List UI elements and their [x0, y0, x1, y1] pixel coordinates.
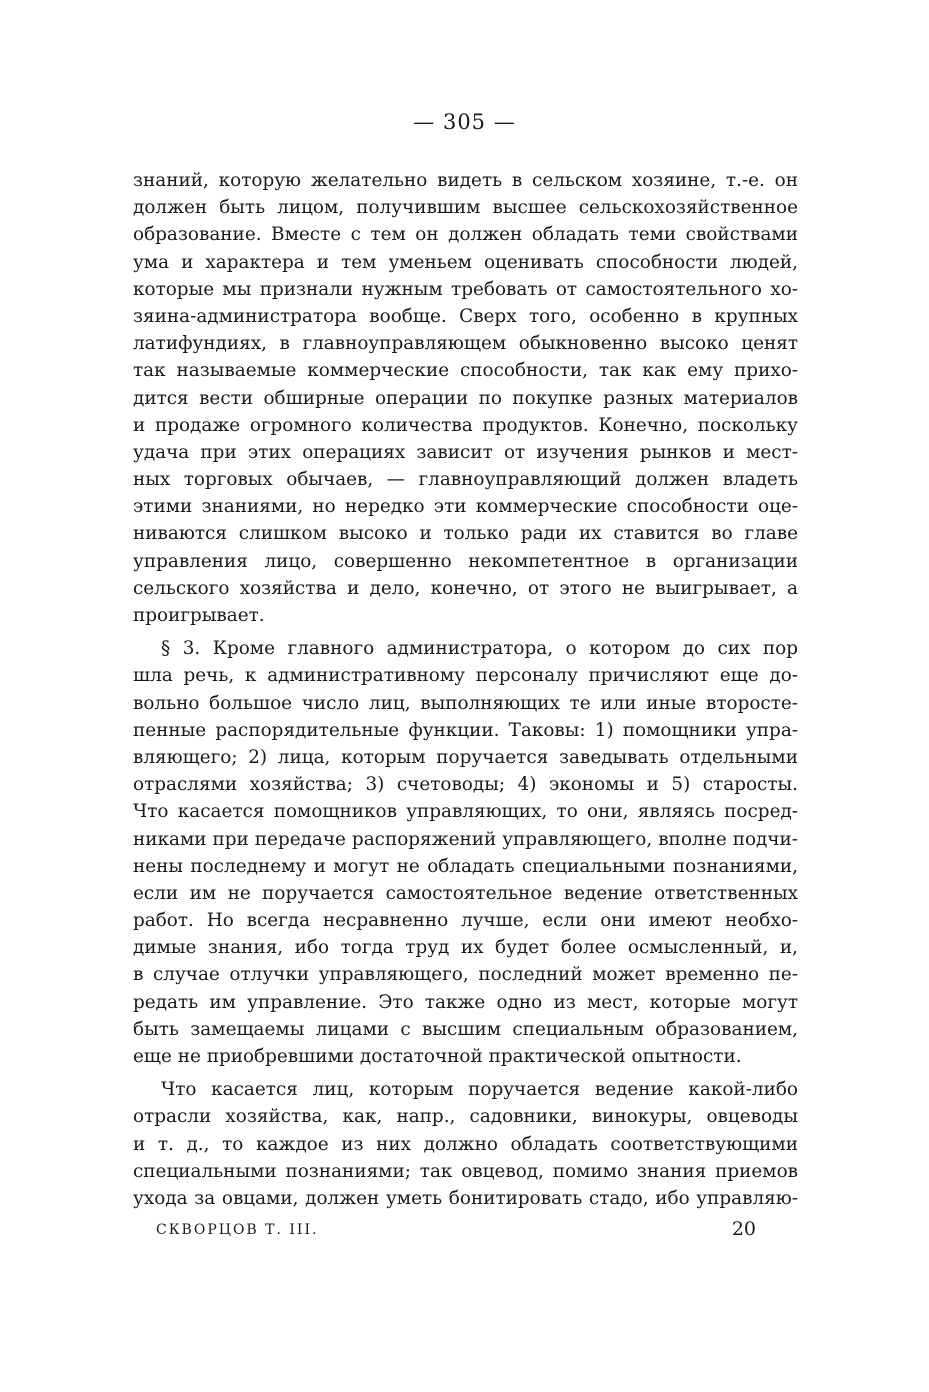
text-line: Что касается помощников управляющих, то они, являясь посред- — [133, 801, 798, 823]
text-line: дится вести обширные операции по покупке разных материалов — [133, 387, 798, 409]
text-line: так называемые коммерческие способности, так как ему прихо- — [133, 360, 798, 382]
text-line: пенные распорядительные функции. Таковы: 1) помощники упра- — [133, 719, 798, 741]
text-line: если им не поручается самостоятельное ведение ответственных — [133, 882, 798, 904]
sheet-number: 20 — [731, 1218, 756, 1240]
text-line: образование. Вместе с тем он должен обладать теми свойствами — [133, 224, 798, 246]
text-line: димые знания, ибо тогда труд их будет более осмысленный, и, — [133, 937, 798, 959]
paragraph-3 — [133, 1076, 798, 1212]
paragraph-2 — [133, 635, 798, 1070]
text-line: специальными познаниями; так овцевод, помимо знания приемов — [133, 1160, 798, 1182]
text-line: еще не приобревшими достаточной практической опытности. — [133, 1046, 742, 1067]
text-line: знаний, которую желательно видеть в сельском хозяине, т.-е. он — [133, 170, 798, 191]
text-line: ухода за овцами, должен уметь бонитировать стадо, ибо управляю- — [133, 1187, 798, 1209]
page-footer — [156, 1218, 756, 1246]
text-line: редать им управление. Это также одно из мест, которые могут — [133, 991, 798, 1013]
text-line: проигрывает. — [133, 605, 265, 626]
text-line: ниваются слишком высоко и только ради их ставится во главе — [133, 523, 798, 545]
text-line: должен быть лицом, получившим высшее сельскохозяйственное — [133, 197, 798, 219]
page-number: — 305 — — [413, 110, 516, 134]
text-line: нены последнему и могут не обладать специальными познаниями, — [133, 855, 798, 877]
text-line: работ. Но всегда несравненно лучше, если они имеют необхо- — [133, 910, 798, 932]
text-line: § 3. Кроме главного администратора, о котором до сих пор — [161, 638, 798, 660]
text-line: Что касается лиц, которым поручается ведение какой-либо — [161, 1079, 798, 1101]
text-line: никами при передаче распоряжений управляющего, вполне подчи- — [133, 828, 798, 850]
text-line: зяина-администратора вообще. Сверх того, особенно в крупных — [133, 305, 798, 327]
paragraph-1 — [133, 167, 798, 629]
text-line: и продаже огромного количества продуктов. Конечно, поскольку — [133, 414, 798, 436]
signature-mark: СКВОРЦОВ Т. III. — [156, 1222, 319, 1238]
text-line: вляющего; 2) лица, которым поручается заведывать отдельными — [133, 746, 798, 768]
text-line: и т. д., то каждое из них должно обладать соответствующими — [133, 1133, 798, 1155]
text-line: быть замещаемы лицами с высшим специальным образованием, — [133, 1018, 798, 1040]
text-line: удача при этих операциях зависит от изучения рынков и мест- — [133, 441, 798, 463]
text-line: сельского хозяйства и дело, конечно, от этого не выигрывает, а — [133, 577, 798, 599]
text-line: вольно большое число лиц, выполняющих те или иные второсте- — [133, 692, 798, 714]
text-line: отрасли хозяйства, как, напр., садовники, винокуры, овцеводы — [133, 1106, 798, 1128]
text-line: которые мы признали нужным требовать от самостоятельного хо- — [133, 278, 798, 300]
text-line: управления лицо, совершенно некомпетентное в организации — [133, 550, 798, 572]
text-line: в случае отлучки управляющего, последний может временно пе- — [133, 964, 798, 986]
text-line: отраслями хозяйства; 3) счетоводы; 4) экономы и 5) старосты. — [133, 774, 798, 796]
text-line: ных торговых обычаев, — главноуправляющий должен владеть — [133, 469, 798, 491]
body-text — [133, 167, 798, 1212]
text-line: шла речь, к административному персоналу причисляют еще до- — [133, 665, 798, 687]
text-line: ума и характера и тем уменьем оценивать способности людей, — [133, 251, 798, 273]
text-line: этими знаниями, но нередко эти коммерческие способности оце- — [133, 496, 798, 518]
text-line: латифундиях, в главноуправляющем обыкновенно высоко ценят — [133, 333, 798, 355]
